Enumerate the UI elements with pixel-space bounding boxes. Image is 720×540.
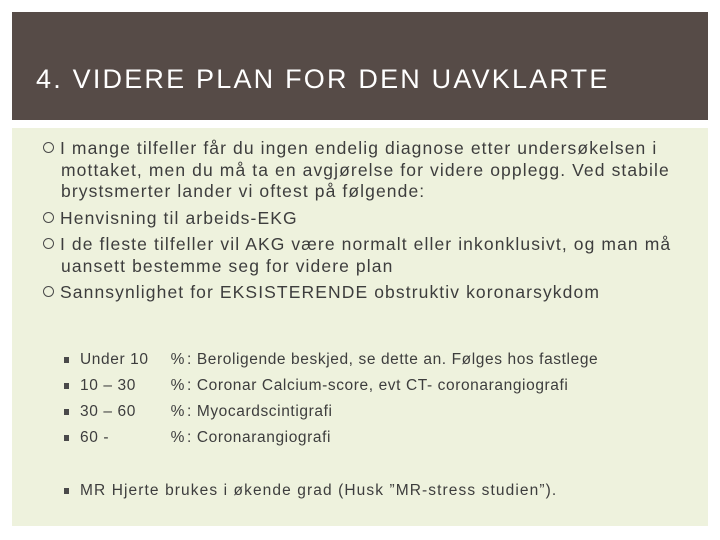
bullet-item bbox=[12, 234, 708, 277]
probability-row bbox=[12, 373, 708, 399]
probability-row bbox=[12, 425, 708, 451]
probability-range-cell bbox=[80, 399, 185, 425]
bullet-text: Sannsynlighet for EKSISTERENDE obstruktiv koronarsykdom bbox=[60, 282, 600, 302]
probability-range-cell bbox=[80, 347, 185, 373]
probability-range-cell bbox=[80, 373, 185, 399]
probability-range: 60 - bbox=[80, 429, 110, 446]
hollow-circle-icon bbox=[43, 142, 54, 153]
probability-range: Under 10 bbox=[80, 351, 149, 368]
probability-row bbox=[12, 399, 708, 425]
bullet-item bbox=[12, 138, 708, 203]
percent-sign: % bbox=[170, 377, 185, 394]
percent-sign: % bbox=[170, 351, 185, 368]
note-item bbox=[12, 478, 708, 504]
probability-action: : Beroligende beskjed, se dette an. Følges hos fastlege bbox=[187, 351, 599, 368]
probability-action: : Coronarangiografi bbox=[187, 429, 332, 446]
probability-range: 10 – 30 bbox=[80, 377, 136, 394]
percent-sign: % bbox=[170, 403, 185, 420]
small-square-icon bbox=[64, 409, 69, 415]
bullet-text: I mange tilfeller får du ingen endelig diagnose etter undersøkelsen i mottaket, men du må ta en avgjørelse for videre opplegg. Ved stabile brystsmerter lander vi oftest på følgende: bbox=[60, 138, 670, 201]
slide-header bbox=[12, 12, 708, 120]
probability-action: : Myocardscintigrafi bbox=[187, 403, 333, 420]
probability-action: : Coronar Calcium-score, evt CT- coronarangiografi bbox=[187, 377, 569, 394]
small-square-icon bbox=[64, 435, 69, 441]
hollow-circle-icon bbox=[43, 212, 54, 223]
hollow-circle-icon bbox=[43, 286, 54, 297]
bullet-text: Henvisning til arbeids-EKG bbox=[60, 207, 298, 228]
note-text: MR Hjerte brukes i økende grad (Husk ”MR-stress studien”). bbox=[80, 482, 558, 499]
note-list bbox=[12, 478, 708, 504]
bullet-item bbox=[12, 208, 708, 230]
slide-content bbox=[12, 128, 708, 526]
hollow-circle-icon bbox=[43, 238, 54, 249]
bullet-text: I de fleste tilfeller vil AKG være normalt eller inkonklusivt, og man må uansett bestemme seg for videre plan bbox=[60, 234, 672, 276]
bullet-list bbox=[12, 138, 708, 309]
probability-range: 30 – 60 bbox=[80, 403, 136, 420]
small-square-icon bbox=[64, 383, 69, 389]
probability-list bbox=[12, 347, 708, 451]
probability-row bbox=[12, 347, 708, 373]
bullet-item bbox=[12, 282, 708, 304]
small-square-icon bbox=[64, 488, 69, 494]
percent-sign: % bbox=[170, 429, 185, 446]
small-square-icon bbox=[64, 357, 69, 363]
probability-range-cell bbox=[80, 425, 185, 451]
slide-title: 4. VIDERE PLAN FOR DEN UAVKLARTE bbox=[36, 64, 610, 94]
